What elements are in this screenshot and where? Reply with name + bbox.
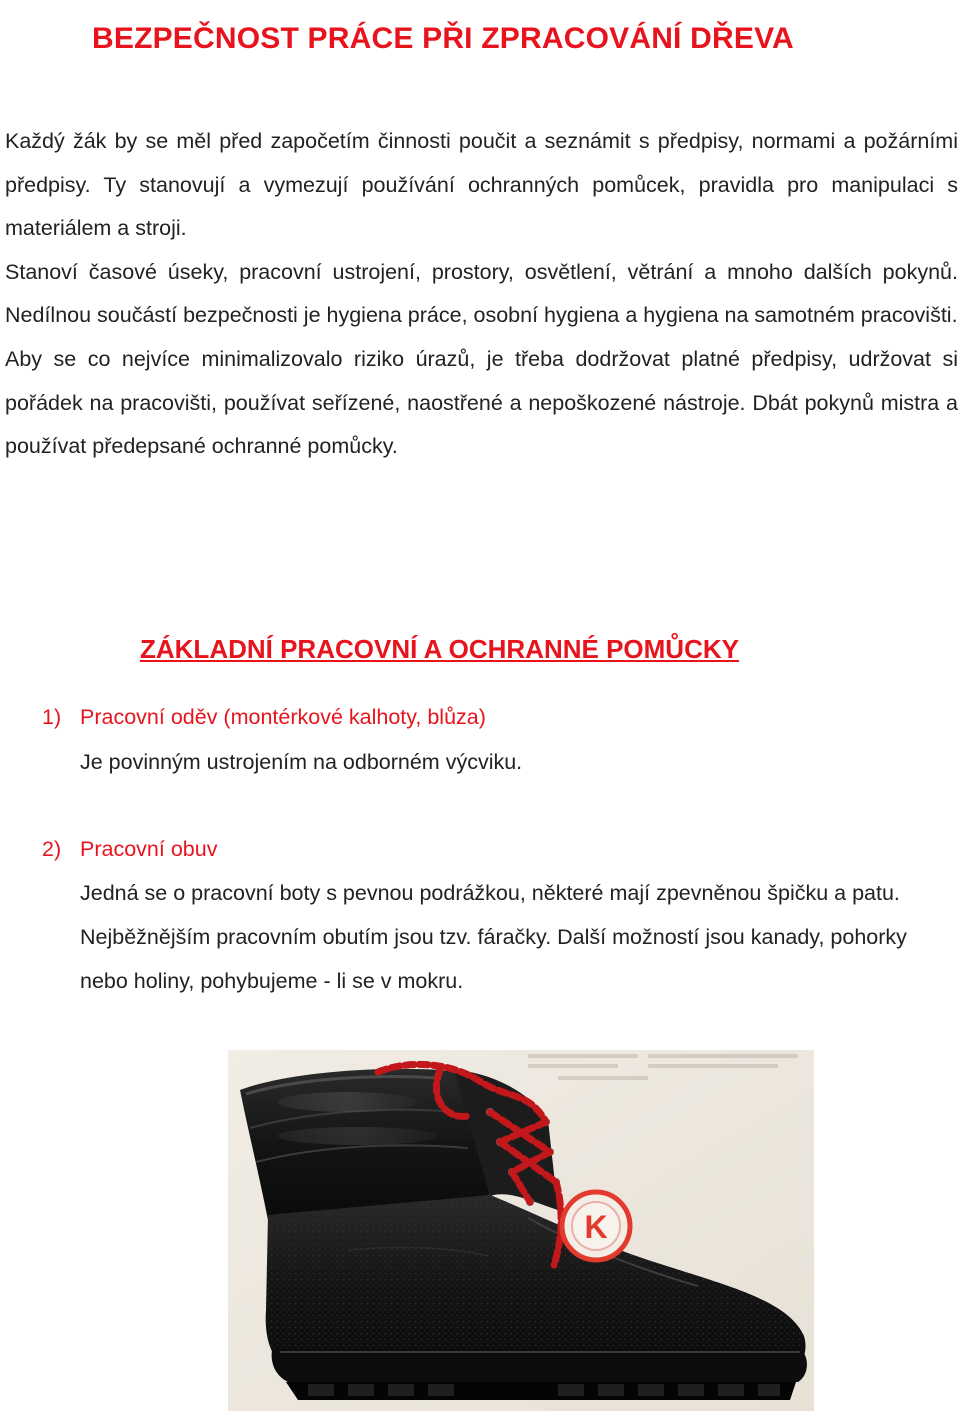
work-boot-photo [228,1050,814,1411]
item-2-title: Pracovní obuv [80,837,218,861]
item-1-text: Je povinným ustrojením na odborném výcviku. [80,750,523,774]
item-1-heading [42,705,486,730]
badge-letter: K [584,1209,608,1245]
item-1-title: Pracovní oděv (montérkové kalhoty, blůza) [80,705,486,729]
intro-paragraph-3: Aby se co nejvíce minimalizovalo riziko úrazů, je třeba dodržovat platné předpisy, udržovat si pořádek na pracovišti, používat seřízené, naostřené a nepoškozené nástroje. Dbát pokynů mistra a používat předepsané ochranné pomůcky. [5,346,958,459]
intro-text [5,120,958,469]
brand-badge [562,1192,630,1260]
work-boot-illustration [228,1050,814,1411]
item-1-number: 1) [42,705,62,729]
item-2-text: Jedná se o pracovní boty s pevnou podrážkou, některé mají zpevněnou špičku a patu. Nejběžnějším pracovním obutím jsou tzv. fáračky. Další možností jsou kanady, pohorky nebo holiny, pohybujeme - li se v mokru. [80,881,907,993]
boot-shaft [240,1069,490,1220]
intro-paragraph-1: Každý žák by se měl před započetím činnosti poučit a seznámit s předpisy, normami a požárními předpisy. Ty stanovují a vymezují používání ochranných pomůcek, pravidla pro manipulaci s materiálem a stroji. [5,129,958,241]
section-title: ZÁKLADNÍ PRACOVNÍ A OCHRANNÉ POMŮCKY [140,633,739,664]
item-2-heading [42,837,217,862]
item-2-number: 2) [42,837,62,861]
page-title: BEZPEČNOST PRÁCE PŘI ZPRACOVÁNÍ DŘEVA [92,22,794,56]
boot-sole [272,1350,807,1400]
intro-paragraph-2: Stanoví časové úseky, pracovní ustrojení, prostory, osvětlení, větrání a mnoho dalších pokynů. Nedílnou součástí bezpečnosti je hygiena práce, osobní hygiena a hygiena na samotném pracovišti. [5,259,958,328]
